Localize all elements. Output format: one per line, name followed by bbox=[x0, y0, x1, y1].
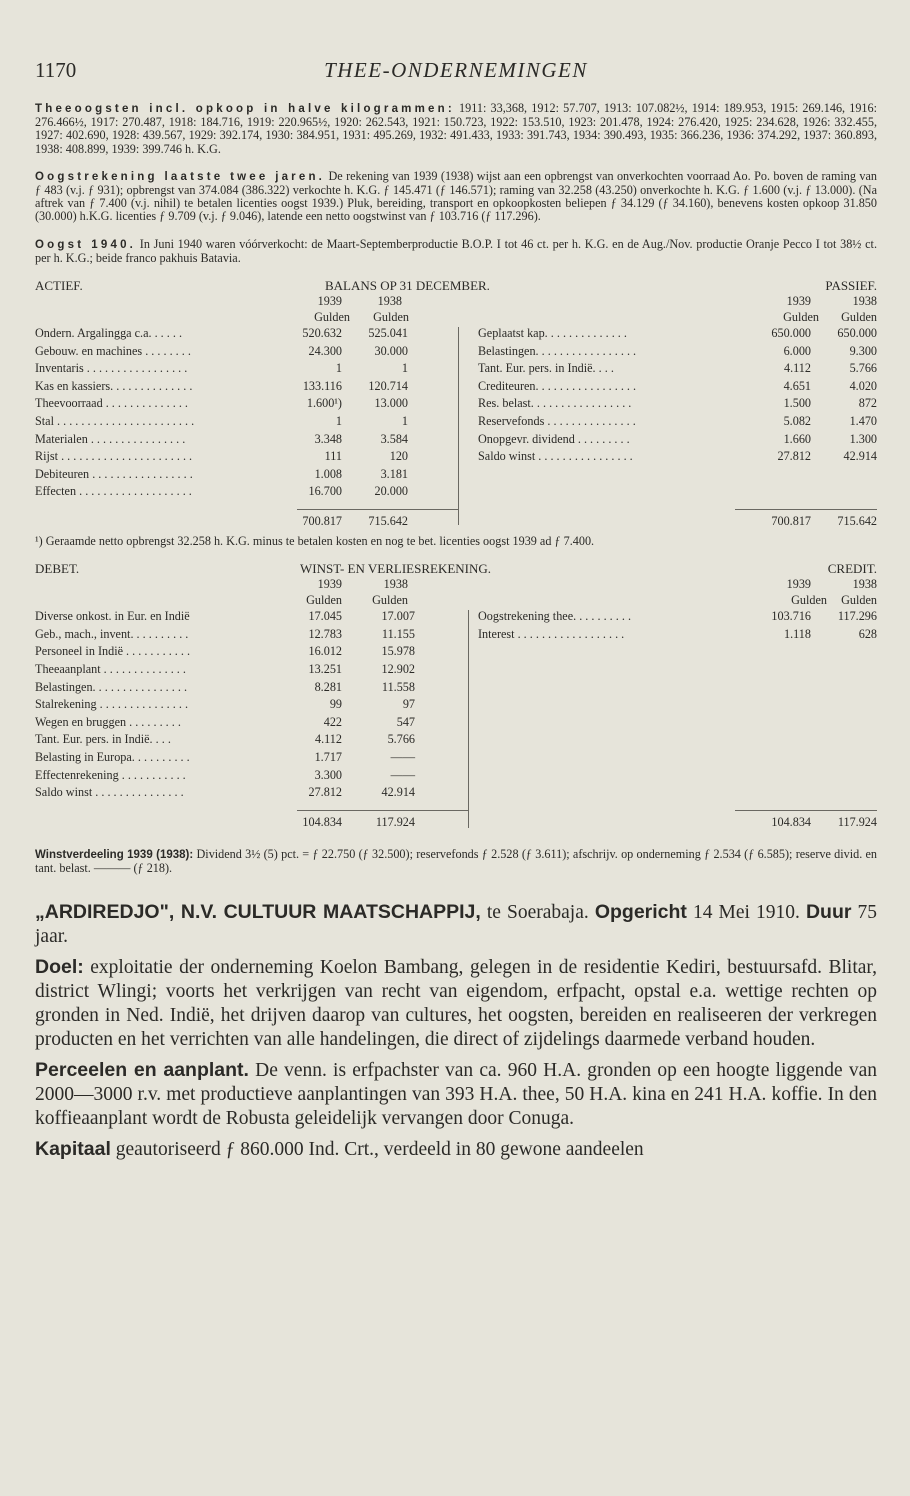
winstverdeeling-label: Winstverdeeling 1939 (1938): bbox=[35, 849, 194, 862]
winst-credit-row-label: Interest . . . . . . . . . . . . . . . . . . bbox=[478, 627, 625, 641]
winst-debet-row-label: Geb., mach., invent. . . . . . . . . . bbox=[35, 627, 189, 641]
balans-passief-row-1938: 1.300 bbox=[849, 431, 877, 446]
balans-passief-row-1939: 1.500 bbox=[783, 396, 811, 411]
balans-totals bbox=[35, 503, 877, 529]
balans-title: BALANS OP 31 DECEMBER. bbox=[325, 278, 490, 294]
balans-actief-row-label: Theevoorraad . . . . . . . . . . . . . . bbox=[35, 397, 188, 411]
balans-actief-row-1938: 3.181 bbox=[380, 466, 408, 481]
balans-actief-row-1939: 520.632 bbox=[302, 326, 342, 341]
oogstrekening-text: De rekening van 1939 (1938) wijst aan een opbrengst van onverkochten voorraad Ao. Po. boven de raming van ƒ 483 (v.j. ƒ 931); opbrengst van 374.084 (386.322) verkochte h. K.G. ƒ 145.471 (ƒ 146.571); raming van 32.258 (43.250) onverkochte h. K.G. ƒ 1.600 (v.j. ƒ 13.000). (Na aftrek van ƒ 7.400 (v.j. nihil) te betalen licenties oogst 1939.) Pluk, bereiding, transport en opkoopkosten beliepen ƒ 34.129 (ƒ 34.160), benevens kosten opkoop 31.850 (30.000) h.K.G. licenties ƒ 9.709 (v.j. ƒ 9.046), latende een netto oogstwinst van ƒ 103.716 (ƒ 117.296). bbox=[35, 168, 877, 224]
oogst1940-label: Oogst 1940. bbox=[35, 238, 137, 251]
winst-debet-row bbox=[35, 663, 877, 681]
winst-year-1938-right: 1938 bbox=[852, 577, 877, 592]
balans-divider-totals bbox=[458, 503, 459, 525]
balans-actief-row-1939: 3.348 bbox=[314, 431, 342, 446]
balans-passief-row-1938: 5.766 bbox=[849, 361, 877, 376]
winst-total-right-1939: 104.834 bbox=[771, 815, 811, 830]
winst-debet-row-label: Tant. Eur. pers. in Indië. . . . bbox=[35, 733, 171, 747]
company-heading bbox=[35, 900, 877, 949]
winst-debet-row-1939: 422 bbox=[323, 714, 342, 729]
duur-value: 75 jaar. bbox=[35, 901, 878, 947]
balans-year-1938-right: 1938 bbox=[852, 294, 877, 309]
balans-passief-row bbox=[478, 362, 877, 380]
balans-actief-row-1938: 525.041 bbox=[368, 326, 408, 341]
balans-actief-row bbox=[35, 468, 877, 486]
balans-actief-row-label: Rijst . . . . . . . . . . . . . . . . . . . . . . bbox=[35, 450, 193, 464]
winst-debet-row-label: Saldo winst . . . . . . . . . . . . . . . bbox=[35, 786, 184, 800]
balans-rows bbox=[35, 327, 877, 503]
perceelen-text: De venn. is erfpachster van ca. 960 H.A. gronden op een hoogte liggende van 2000—3000 r.v. met productieve aanplantingen van 393 H.A. thee, 50 H.A. kina en 241 H.A. koffie. In den koffieaanplant wordt de Robusta geleidelijk vervangen door Conuga. bbox=[35, 1059, 878, 1129]
winst-totals bbox=[35, 804, 877, 828]
balans-left-head: ACTIEF. bbox=[35, 278, 83, 294]
winst-credit-row bbox=[478, 610, 877, 628]
winst-cur-left-1: Gulden bbox=[306, 593, 342, 608]
winst-divider-totals bbox=[468, 804, 469, 828]
winst-cur-right-1: Gulden bbox=[791, 593, 827, 608]
balans-total-right-1939: 700.817 bbox=[771, 514, 811, 529]
winst-debet-row-label: Personeel in Indië . . . . . . . . . . . bbox=[35, 645, 191, 659]
winst-debet-row-1938: —— bbox=[390, 767, 415, 782]
balans-passief-row-1938: 650.000 bbox=[837, 326, 877, 341]
winst-currency bbox=[35, 594, 877, 610]
winst-year-1939-right: 1939 bbox=[786, 577, 811, 592]
balans-cur-right-1: Gulden bbox=[783, 310, 819, 325]
balans-passief-row-label: Reservefonds . . . . . . . . . . . . . . . bbox=[478, 415, 636, 428]
winst-debet-row-1939: 13.251 bbox=[308, 662, 342, 677]
winst-debet-row-label: Theeaanplant . . . . . . . . . . . . . . bbox=[35, 663, 186, 677]
winst-debet-row-1938: 17.007 bbox=[381, 609, 415, 624]
balans-actief-row-1939: 1.600¹) bbox=[306, 396, 342, 411]
winstverdeeling-text: Dividend 3½ (5) pct. = ƒ 22.750 (ƒ 32.500); reservefonds ƒ 2.528 (ƒ 3.611); afschrijv. op onderneming ƒ 2.534 (ƒ 6.585); reserve divid. en tant. belast. ——— (ƒ 218). bbox=[35, 847, 878, 876]
balans-total-right-1938: 715.642 bbox=[837, 514, 877, 529]
balans-actief-row-1938: 20.000 bbox=[374, 484, 408, 499]
winst-total-left-1939: 104.834 bbox=[302, 815, 342, 830]
balans-actief-row-1938: 1 bbox=[401, 414, 408, 428]
balans-passief-row-label: Belastingen. . . . . . . . . . . . . . . . . bbox=[478, 344, 637, 358]
winst-debet-row-label: Wegen en bruggen . . . . . . . . . bbox=[35, 715, 181, 729]
winst-rows bbox=[35, 610, 877, 804]
balans-actief-row-1938: 30.000 bbox=[374, 343, 408, 358]
balans-passief-row-1938: 42.914 bbox=[843, 449, 877, 464]
balans-actief-row-label: Gebouw. en machines . . . . . . . . bbox=[35, 344, 191, 358]
balans-cur-left-1: Gulden bbox=[314, 310, 350, 325]
balans-actief-row-1938: 1 bbox=[401, 361, 408, 376]
oogstrekening-label: Oogstrekening laatste twee jaren. bbox=[35, 170, 326, 183]
winst-debet-row-1938: 11.155 bbox=[381, 626, 415, 641]
doel-paragraph bbox=[35, 955, 877, 1052]
company-name: „ARDIREDJO", N.V. CULTUUR MAATSCHAPPIJ, bbox=[35, 900, 481, 923]
theeoogsten-paragraph bbox=[35, 102, 877, 156]
balans-passief-row-label: Crediteuren. . . . . . . . . . . . . . . . . bbox=[478, 379, 637, 393]
balans-year-1939-left: 1939 bbox=[317, 294, 342, 309]
winst-debet-row-label: Effectenrekening . . . . . . . . . . . bbox=[35, 768, 186, 782]
winst-credit-row-1938: 628 bbox=[858, 626, 877, 641]
winst-title: WINST- EN VERLIESREKENING. bbox=[300, 561, 492, 577]
winst-total-left-1938: 117.924 bbox=[375, 815, 415, 830]
perceelen-label: Perceelen en aanplant. bbox=[35, 1058, 249, 1081]
balans-passief-row-1938: 4.020 bbox=[849, 378, 877, 393]
winst-debet-row-1939: 16.012 bbox=[308, 644, 342, 659]
balans-actief-row-1938: 13.000 bbox=[374, 396, 408, 411]
doel-text: exploitatie der onderneming Koelon Bambang, gelegen in de residentie Kediri, bestuursafd. Blitar, district Wlingi; voorts het verkrijgen van recht van eigendom, erfpacht, opstal e.a. wettige rechten op gronden in Ned. Indië, het drijven daarop van cultures, het oogsten, bereiden en realiseeren der verkregen producten en het verrichten van alle handelingen, die direct of zijdelings daarmede verband houden. bbox=[35, 956, 877, 1050]
winst-debet-row bbox=[35, 645, 877, 663]
winst-right-rows bbox=[478, 610, 877, 645]
winst-debet-row-1939: 1.717 bbox=[314, 749, 342, 764]
winst-debet-row bbox=[35, 769, 877, 787]
page bbox=[35, 58, 877, 1168]
balans-passief-row-1939: 6.000 bbox=[783, 343, 811, 358]
winst-debet-row bbox=[35, 786, 877, 804]
balans-passief-row-label: Saldo winst . . . . . . . . . . . . . . . . bbox=[478, 450, 633, 464]
winst-debet-row-1938: 97 bbox=[402, 697, 415, 712]
winst-debet-row-label: Diverse onkost. in Eur. en Indië bbox=[35, 610, 190, 624]
balans-cur-right-2: Gulden bbox=[841, 310, 877, 325]
balans-passief-row-1938: 9.300 bbox=[849, 343, 877, 358]
company-section bbox=[35, 900, 877, 1162]
perceelen-paragraph bbox=[35, 1058, 877, 1131]
balans-passief-row-label: Onopgevr. dividend . . . . . . . . . bbox=[478, 432, 630, 446]
balans-passief-row bbox=[478, 397, 877, 415]
balans-passief-row bbox=[478, 433, 877, 451]
winst-header bbox=[35, 562, 877, 578]
balans-passief-row-label: Res. belast. . . . . . . . . . . . . . . . . bbox=[478, 397, 632, 411]
winst-debet-row bbox=[35, 681, 877, 699]
winstverdeeling-paragraph bbox=[35, 848, 877, 875]
balans-actief-row-1939: 111 bbox=[324, 449, 342, 464]
winst-left-head: DEBET. bbox=[35, 561, 80, 577]
winst-debet-row-1939: 99 bbox=[329, 697, 342, 712]
balans-actief-row-1939: 16.700 bbox=[308, 484, 342, 499]
balans-total-left-1939: 700.817 bbox=[302, 514, 342, 529]
winst-cur-right-2: Gulden bbox=[841, 593, 877, 608]
balans-actief-row-1939: 24.300 bbox=[308, 343, 342, 358]
winst-debet-row-1938: —— bbox=[390, 749, 415, 764]
opgericht-label: Opgericht bbox=[594, 900, 687, 923]
winst-debet-row bbox=[35, 698, 877, 716]
oogst1940-text: In Juni 1940 waren vóórverkocht: de Maart-Septemberproductie B.O.P. I tot 46 ct. per h. K.G. en de Aug./Nov. productie Oranje Pecco I tot 38½ ct. per h. K.G.; beide franco pakhuis Batavia. bbox=[35, 236, 877, 265]
winst-debet-row-1939: 4.112 bbox=[315, 732, 342, 747]
balans-header bbox=[35, 279, 877, 295]
winst-credit-row-1939: 1.118 bbox=[784, 626, 811, 641]
winst-debet-row-1939: 8.281 bbox=[314, 679, 342, 694]
balans-total-rule-left bbox=[297, 509, 459, 510]
balans-right-head: PASSIEF. bbox=[825, 278, 877, 294]
winst-debet-row-1939: 17.045 bbox=[308, 609, 342, 624]
winst-credit-row bbox=[478, 628, 877, 646]
balans-passief-row-1939: 27.812 bbox=[777, 449, 811, 464]
winst-total-right-1938: 117.924 bbox=[837, 815, 877, 830]
balans-passief-row-1938: 872 bbox=[858, 396, 877, 411]
balans-actief-row-1938: 3.584 bbox=[380, 431, 408, 446]
balans-actief-row-label: Debiteuren . . . . . . . . . . . . . . . . . bbox=[35, 467, 193, 481]
winst-debet-row-1938: 5.766 bbox=[387, 732, 415, 747]
balans-passief-row bbox=[478, 450, 877, 468]
balans-actief-row bbox=[35, 485, 877, 503]
winst-credit-row-1939: 103.716 bbox=[771, 609, 811, 624]
balans-years bbox=[35, 295, 877, 311]
balans-passief-row-1938: 1.470 bbox=[849, 414, 877, 428]
balans-actief-row-label: Stal . . . . . . . . . . . . . . . . . . . . . . . bbox=[35, 415, 195, 428]
balans-passief-row-label: Tant. Eur. pers. in Indië. . . . bbox=[478, 362, 614, 376]
winst-debet-row bbox=[35, 716, 877, 734]
winst-cur-left-2: Gulden bbox=[372, 593, 408, 608]
balans-actief-row-1939: 133.116 bbox=[302, 378, 342, 393]
balans-actief-row-label: Effecten . . . . . . . . . . . . . . . . . . . bbox=[35, 485, 192, 499]
winst-debet-row-1939: 27.812 bbox=[308, 785, 342, 800]
winst-debet-row-1938: 11.558 bbox=[381, 679, 415, 694]
balans-actief-row-1938: 120 bbox=[389, 449, 408, 464]
balans-year-1938-left: 1938 bbox=[377, 294, 402, 309]
winst-year-1938-left: 1938 bbox=[383, 577, 408, 592]
balans-currency bbox=[35, 311, 877, 327]
winst-debet-row-label: Belastingen. . . . . . . . . . . . . . . . bbox=[35, 680, 187, 694]
balans-passief-row-label: Geplaatst kap. . . . . . . . . . . . . . bbox=[478, 327, 627, 341]
balans-right-rows bbox=[478, 327, 877, 468]
balans-passief-row-1939: 650.000 bbox=[771, 326, 811, 341]
balans-actief-row-label: Ondern. Argalingga c.a. . . . . . bbox=[35, 327, 183, 341]
winst-debet-row-1938: 15.978 bbox=[381, 644, 415, 659]
winst-total-rule-left bbox=[297, 810, 469, 811]
balans-footnote: ¹) Geraamde netto opbrengst 32.258 h. K.G. minus te betalen kosten en nog te bet. licenties oogst 1939 ad ƒ 7.400. bbox=[35, 534, 595, 549]
balans-actief-row-label: Inventaris . . . . . . . . . . . . . . . . . bbox=[35, 362, 188, 376]
balans-passief-row-1939: 5.082 bbox=[783, 414, 811, 428]
winst-credit-row-1938: 117.296 bbox=[837, 609, 877, 624]
theeoogsten-text: 1911: 33,368, 1912: 57.707, 1913: 107.082½, 1914: 189.953, 1915: 269.146, 1916: 276.466½, 1917: 270.487, 1918: 184.716, 1919: 220.965½, 1920: 262.543, 1921: 150.723, 1922: 153.510, 1923: 201.478, 1924: 276.420, 1925: 234.628, 1926: 332.455, 1927: 402.690, 1928: 439.567, 1929: 392.174, 1930: 384.951, 1931: 495.269, 1932: 491.433, 1933: 391.743, 1934: 390.493, 1935: 366.236, 1936: 374.292, 1937: 360.893, 1938: 408.899, 1939: 399.746 h. K.G. bbox=[35, 101, 878, 156]
kapitaal-paragraph bbox=[35, 1137, 877, 1162]
winst-debet-row-1939: 12.783 bbox=[308, 626, 342, 641]
balans-actief-row-1939: 1 bbox=[335, 361, 342, 376]
oogstrekening-paragraph bbox=[35, 170, 877, 224]
page-header bbox=[35, 58, 877, 88]
winst-right-head: CREDIT. bbox=[827, 561, 877, 577]
winst-credit-row-label: Oogstrekening thee. . . . . . . . . . bbox=[478, 610, 631, 624]
balans-passief-row bbox=[478, 415, 877, 433]
balans-actief-row-label: Kas en kassiers. . . . . . . . . . . . . . bbox=[35, 379, 193, 393]
winst-debet-row-1938: 12.902 bbox=[381, 662, 415, 677]
balans-cur-left-2: Gulden bbox=[373, 310, 409, 325]
company-location: te Soerabaja. bbox=[486, 901, 589, 923]
winst-total-rule-right bbox=[735, 810, 877, 811]
winst-debet-row-1938: 547 bbox=[396, 714, 415, 729]
winst-years bbox=[35, 578, 877, 594]
balans-passief-row-1939: 4.651 bbox=[783, 378, 811, 393]
balans-passief-row-1939: 4.112 bbox=[784, 361, 811, 376]
intro-section bbox=[35, 102, 877, 265]
balans-actief-row-1939: 1 bbox=[335, 414, 342, 428]
balans-year-1939-right: 1939 bbox=[786, 294, 811, 309]
balans-passief-row bbox=[478, 380, 877, 398]
oogst1940-paragraph bbox=[35, 238, 877, 265]
balans-passief-row-1939: 1.660 bbox=[783, 431, 811, 446]
balans-passief-row bbox=[478, 327, 877, 345]
winst-debet-row bbox=[35, 733, 877, 751]
winst-debet-row-1938: 42.914 bbox=[381, 785, 415, 800]
theeoogsten-label: Theeoogsten incl. opkoop in halve kilogrammen: bbox=[35, 103, 455, 115]
duur-label: Duur bbox=[805, 900, 852, 923]
balans-actief-row-1938: 120.714 bbox=[368, 378, 408, 393]
winst-year-1939-left: 1939 bbox=[317, 577, 342, 592]
running-title: THEE-ONDERNEMINGEN bbox=[324, 58, 588, 82]
winst-debet-row-label: Stalrekening . . . . . . . . . . . . . . . bbox=[35, 698, 189, 712]
balans-total-rule-right bbox=[735, 509, 877, 510]
kapitaal-label: Kapitaal bbox=[35, 1137, 111, 1160]
winst-debet-row bbox=[35, 751, 877, 769]
winst-table bbox=[35, 562, 877, 828]
balans-actief-row-label: Materialen . . . . . . . . . . . . . . . . bbox=[35, 432, 186, 446]
balans-total-left-1938: 715.642 bbox=[368, 514, 408, 529]
doel-label: Doel: bbox=[35, 955, 84, 978]
winst-debet-row-1939: 3.300 bbox=[314, 767, 342, 782]
winst-debet-row-label: Belasting in Europa. . . . . . . . . . bbox=[35, 750, 190, 764]
opgericht-value: 14 Mei 1910. bbox=[692, 901, 800, 923]
kapitaal-text: geautoriseerd ƒ 860.000 Ind. Crt., verdeeld in 80 gewone aandeelen bbox=[115, 1138, 644, 1160]
balans-actief-row-1939: 1.008 bbox=[314, 466, 342, 481]
balans-passief-row bbox=[478, 345, 877, 363]
page-number: 1170 bbox=[35, 58, 77, 82]
balans-table bbox=[35, 279, 877, 548]
